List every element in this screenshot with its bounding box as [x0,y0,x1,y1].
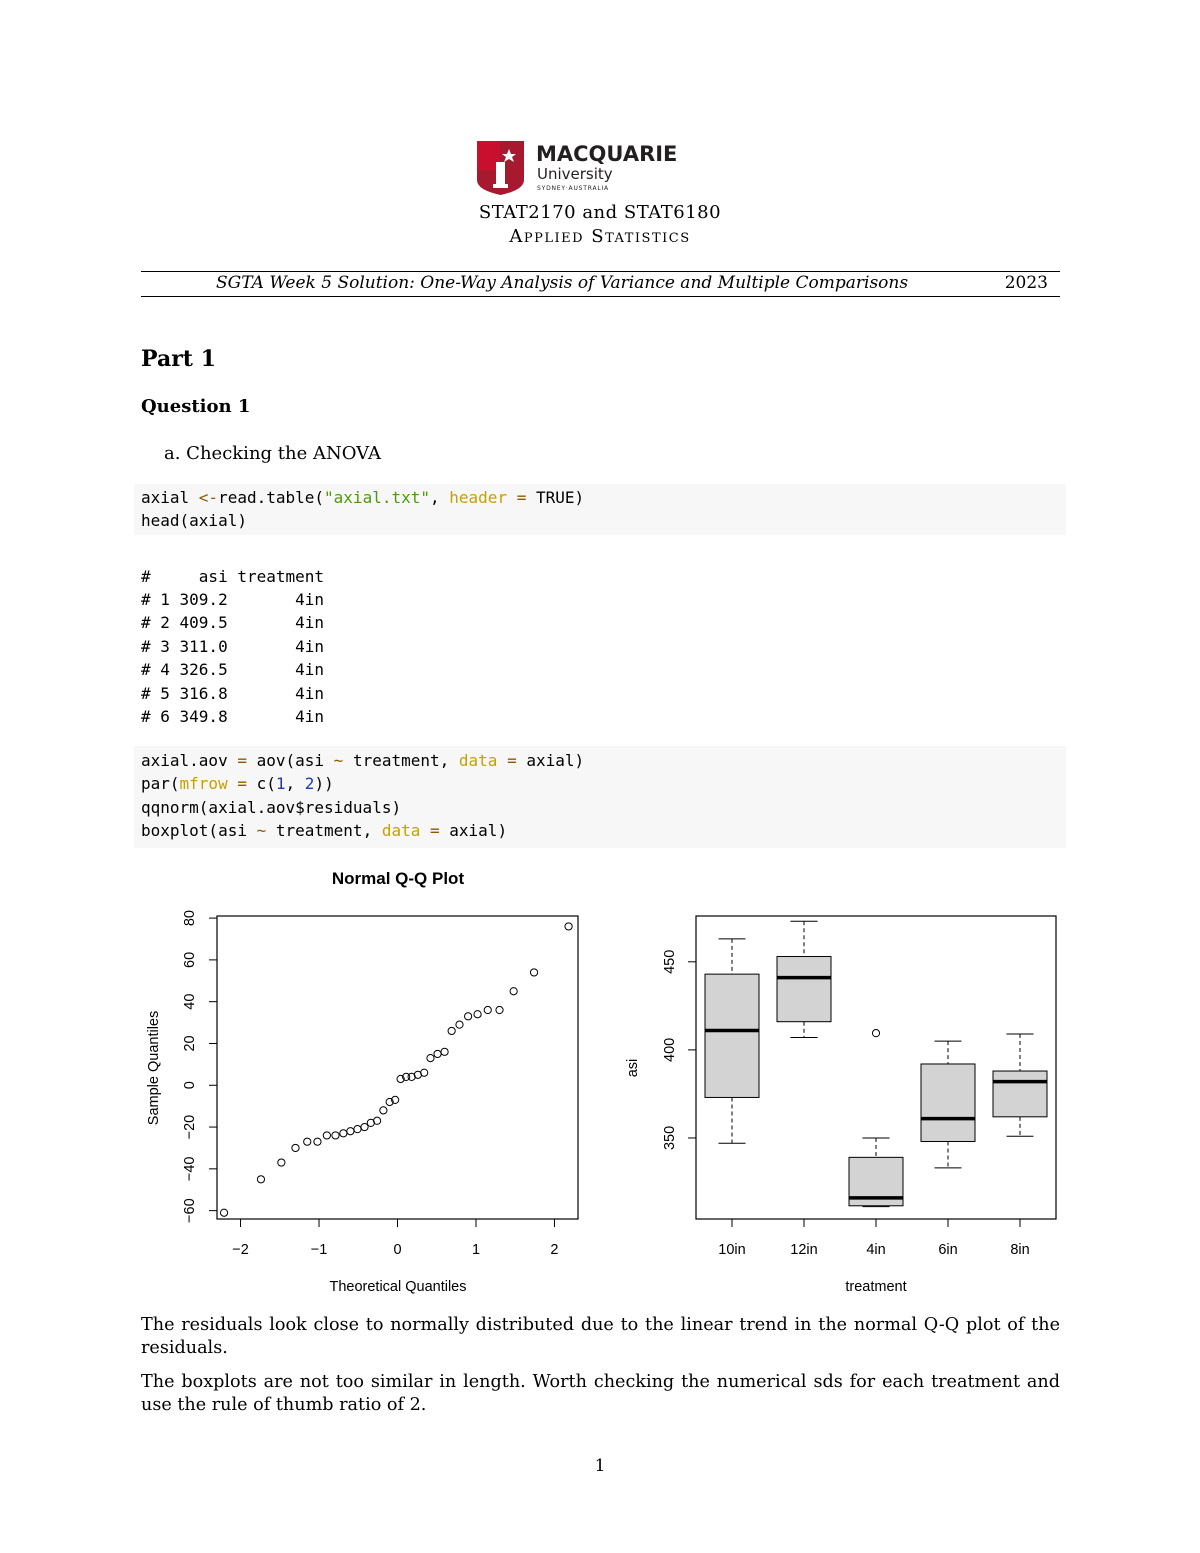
qq-points [220,923,572,1216]
boxplot-xtick-label: 6in [938,1242,958,1258]
qq-xlabel: Theoretical Quantiles [329,1279,467,1295]
box-outlier [872,1030,879,1037]
course-code: STAT2170 and STAT6180 [478,202,722,223]
qq-point [421,1069,428,1076]
subitem-a: a. Checking the ANOVA [164,443,381,464]
qq-ytick-label: 20 [182,1035,198,1052]
qq-point [347,1128,354,1135]
qq-ytick-label: 60 [182,951,198,968]
qq-ytick-label: 0 [182,1081,198,1090]
qq-point [380,1107,387,1114]
course-subtitle: Applied Statistics [509,226,691,247]
qq-point [465,1013,472,1020]
qq-point [332,1132,339,1139]
box-10in [705,939,759,1143]
code1-line1: axial <-read.table("axial.txt", header = TRUE) [141,488,585,507]
qq-point [257,1176,264,1183]
qq-point [434,1050,441,1057]
part-heading: Part 1 [141,346,216,372]
paragraph-boxplots: The boxplots are not too similar in length. Worth checking the numerical sds for each treatment and use the rule of thumb ratio of 2. [141,1372,1060,1415]
qq-point [314,1138,321,1145]
document-year: 2023 [1004,273,1048,293]
qq-point [361,1123,368,1130]
boxplot-xlabel: treatment [845,1279,907,1295]
qq-ytick-label: 40 [182,993,198,1010]
logo-name: MACQUARIE [536,142,678,166]
qq-point [484,1006,491,1013]
output-line: # asi treatment [141,567,325,586]
output-line: # 4 326.5 4in [141,660,325,679]
qq-ytick-label: −20 [182,1114,198,1140]
qq-point [530,969,537,976]
qq-xtick-label: 0 [393,1242,402,1258]
qq-xtick-label: 1 [471,1242,481,1258]
qq-ytick-label: −40 [182,1156,198,1182]
qq-point [373,1117,380,1124]
qq-point [565,923,572,930]
qq-axes [182,910,558,1258]
box-6in [921,1041,975,1168]
qq-point [304,1138,311,1145]
qq-point [278,1159,285,1166]
boxplot-ytick-label: 350 [662,1125,678,1151]
qq-point [340,1130,347,1137]
boxplot-xtick-label: 10in [718,1242,746,1258]
charts-figure [0,855,1200,1305]
code2-line1: axial.aov = aov(asi ~ treatment, data = axial) [141,751,585,770]
qq-point [456,1021,463,1028]
output-line: # 2 409.5 4in [141,613,325,632]
question-heading: Question 1 [141,396,251,417]
output-line: # 3 311.0 4in [141,637,325,656]
qq-ylabel: Sample Quantiles [146,1010,162,1126]
qq-point [354,1126,361,1133]
qq-point [220,1209,227,1216]
document-header [141,272,1060,296]
qq-plot-title: Normal Q-Q Plot [331,869,465,888]
qq-point [510,988,517,995]
boxplot-boxes [705,921,1047,1206]
document-title: SGTA Week 5 Solution: One-Way Analysis of Variance and Multiple Comparisons [216,273,909,293]
qq-point [441,1048,448,1055]
box-12in [777,921,831,1037]
output-line: # 5 316.8 4in [141,684,325,703]
qq-xtick-label: −1 [310,1242,328,1258]
qq-point [292,1144,299,1151]
paragraph-residuals: The residuals look close to normally distributed due to the linear trend in the normal Q-Q plot of the residuals. [141,1315,1060,1358]
box-8in [993,1034,1047,1136]
page-number: 1 [594,1456,606,1476]
qq-ytick-label: 80 [182,910,198,927]
code1-line2: head(axial) [141,511,247,530]
boxplot-xtick-label: 8in [1010,1242,1030,1258]
box-4in [849,1030,903,1207]
qq-xtick-label: 2 [550,1242,559,1258]
qq-xtick-label: −2 [232,1242,249,1258]
qq-plot-frame [217,916,578,1219]
university-logo [476,140,678,196]
output-line: # 1 309.2 4in [141,590,325,609]
code2-line4: boxplot(asi ~ treatment, data = axial) [141,821,508,840]
boxplot-ytick-label: 450 [662,949,678,974]
header-rule-bottom [141,296,1060,297]
logo-subname: University [537,165,613,183]
boxplot-ytick-label: 400 [662,1037,678,1062]
code2-line3: qqnorm(axial.aov$residuals) [141,798,402,817]
boxplot-xtick-label: 12in [790,1242,818,1258]
qq-point [474,1011,481,1018]
qq-point [496,1006,503,1013]
logo-tagline: SYDNEY·AUSTRALIA [537,185,609,192]
boxplot-xtick-label: 4in [866,1242,886,1258]
boxplot-ylabel: asi [625,1058,641,1078]
qq-ytick-label: −60 [182,1198,198,1223]
code2-line2: par(mfrow = c(1, 2)) [141,774,334,793]
qq-point [427,1054,434,1061]
qq-point [448,1027,455,1034]
output-line: # 6 349.8 4in [141,707,325,726]
qq-point [323,1132,330,1139]
